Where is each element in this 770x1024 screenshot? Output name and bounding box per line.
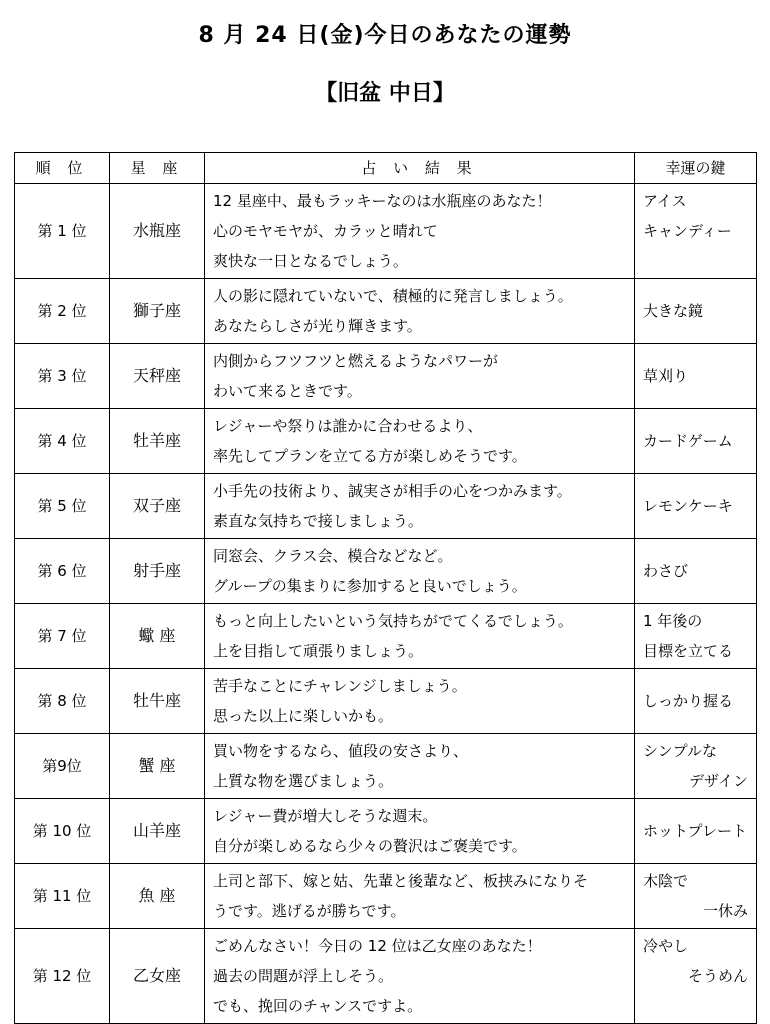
result-line: 過去の問題が浮上しそう。 bbox=[213, 967, 394, 985]
sign-cell: 牡牛座 bbox=[110, 669, 205, 734]
lucky-key-line: 冷やし bbox=[643, 937, 689, 955]
result-cell bbox=[205, 279, 635, 344]
column-header-key: 幸運の鍵 bbox=[635, 153, 757, 184]
sign-cell: 天秤座 bbox=[110, 344, 205, 409]
table-row bbox=[15, 929, 757, 1024]
table-row bbox=[15, 344, 757, 409]
lucky-key-line: レモンケーキ bbox=[643, 497, 733, 515]
result-line: 爽快な一日となるでしょう。 bbox=[213, 252, 408, 270]
lucky-key-line: アイス bbox=[643, 192, 687, 210]
lucky-key-line: そうめん bbox=[687, 967, 748, 985]
lucky-key-line: しっかり握る bbox=[643, 692, 734, 710]
result-line: レジャー費が増大しそうな週末。 bbox=[213, 807, 438, 825]
result-line: うです。逃げるが勝ちです。 bbox=[213, 902, 406, 920]
rank-cell: 第 2 位 bbox=[15, 279, 110, 344]
sign-cell: 牡羊座 bbox=[110, 409, 205, 474]
lucky-key-cell bbox=[635, 929, 757, 1024]
result-line: 小手先の技術より、誠実さが相手の心をつかみます。 bbox=[213, 482, 572, 500]
sign-cell: 双子座 bbox=[110, 474, 205, 539]
sign-cell: 魚 座 bbox=[110, 864, 205, 929]
column-header-sign: 星 座 bbox=[110, 153, 205, 184]
rank-cell: 第 11 位 bbox=[15, 864, 110, 929]
lucky-key-cell bbox=[635, 344, 757, 409]
rank-cell: 第 1 位 bbox=[15, 184, 110, 279]
lucky-key-cell bbox=[635, 474, 757, 539]
lucky-key-line: デザイン bbox=[689, 772, 748, 790]
result-cell bbox=[205, 734, 635, 799]
result-cell bbox=[205, 604, 635, 669]
result-cell bbox=[205, 344, 635, 409]
table-row bbox=[15, 539, 757, 604]
result-line: 上を目指して頑張りましょう。 bbox=[213, 642, 424, 660]
lucky-key-cell bbox=[635, 184, 757, 279]
table-row bbox=[15, 734, 757, 799]
rank-cell: 第 4 位 bbox=[15, 409, 110, 474]
rank-cell: 第 7 位 bbox=[15, 604, 110, 669]
lucky-key-cell bbox=[635, 279, 757, 344]
table-row bbox=[15, 604, 757, 669]
result-line: 素直な気持ちで接しましょう。 bbox=[213, 512, 423, 530]
result-cell bbox=[205, 474, 635, 539]
lucky-key-cell bbox=[635, 604, 757, 669]
rank-cell: 第 8 位 bbox=[15, 669, 110, 734]
lucky-key-line: 大きな鏡 bbox=[643, 302, 704, 320]
fortune-table bbox=[14, 152, 757, 1024]
table-row bbox=[15, 279, 757, 344]
lucky-key-cell bbox=[635, 734, 757, 799]
sign-cell: 蠍 座 bbox=[110, 604, 205, 669]
result-line: 心のモヤモヤが、カラッと晴れて bbox=[213, 222, 438, 240]
table-header-row bbox=[15, 153, 757, 184]
page-subtitle: 【旧盆 中日】 bbox=[315, 81, 455, 106]
result-line: 内側からフツフツと燃えるようなパワーが bbox=[213, 352, 499, 370]
rank-cell: 第 12 位 bbox=[15, 929, 110, 1024]
result-line: 12 星座中、最もラッキーなのは水瓶座のあなた！ bbox=[213, 192, 552, 210]
table-body bbox=[15, 184, 757, 1024]
lucky-key-line: 一休み bbox=[702, 902, 748, 920]
sign-cell: 水瓶座 bbox=[110, 184, 205, 279]
table-row bbox=[15, 799, 757, 864]
rank-cell: 第 10 位 bbox=[15, 799, 110, 864]
result-line: 苦手なことにチャレンジしましょう。 bbox=[213, 677, 467, 695]
column-header-result: 占 い 結 果 bbox=[205, 153, 635, 184]
result-line: もっと向上したいという気持ちがでてくるでしょう。 bbox=[213, 612, 573, 630]
sign-cell: 乙女座 bbox=[110, 929, 205, 1024]
table-row bbox=[15, 409, 757, 474]
lucky-key-cell bbox=[635, 539, 757, 604]
column-header-rank: 順 位 bbox=[15, 153, 110, 184]
lucky-key-line: ホットプレート bbox=[643, 822, 747, 840]
lucky-key-cell bbox=[635, 799, 757, 864]
rank-cell: 第 3 位 bbox=[15, 344, 110, 409]
lucky-key-line: 目標を立てる bbox=[643, 642, 734, 660]
result-line: ごめんなさい！今日の 12 位は乙女座のあなた！ bbox=[213, 937, 542, 955]
lucky-key-cell bbox=[635, 409, 757, 474]
rank-cell: 第 6 位 bbox=[15, 539, 110, 604]
rank-cell: 第9位 bbox=[15, 734, 110, 799]
result-cell bbox=[205, 409, 635, 474]
result-cell bbox=[205, 799, 635, 864]
result-line: レジャーや祭りは誰かに合わせるより、 bbox=[213, 417, 483, 435]
table-row bbox=[15, 184, 757, 279]
result-cell bbox=[205, 539, 635, 604]
result-line: でも、挽回のチャンスですよ。 bbox=[213, 997, 423, 1015]
result-line: グループの集まりに参加すると良いでしょう。 bbox=[213, 577, 527, 595]
lucky-key-line: 1 年後の bbox=[643, 612, 703, 630]
result-line: 上司と部下、嫁と姑、先輩と後輩など、板挟みになりそ bbox=[213, 872, 589, 890]
result-line: 自分が楽しめるなら少々の贅沢はご褒美です。 bbox=[213, 837, 527, 855]
sign-cell: 獅子座 bbox=[110, 279, 205, 344]
lucky-key-cell bbox=[635, 669, 757, 734]
rank-cell: 第 5 位 bbox=[15, 474, 110, 539]
sign-cell: 山羊座 bbox=[110, 799, 205, 864]
table-row bbox=[15, 864, 757, 929]
table-row bbox=[15, 669, 757, 734]
result-line: 人の影に隠れていないで、積極的に発言しましょう。 bbox=[213, 287, 573, 305]
lucky-key-line: 木陰で bbox=[643, 872, 689, 890]
table-row bbox=[15, 474, 757, 539]
result-cell bbox=[205, 929, 635, 1024]
page-title: 8 月 24 日(金)今日のあなたの運勢 bbox=[198, 23, 572, 48]
result-cell bbox=[205, 864, 635, 929]
result-line: 上質な物を選びましょう。 bbox=[213, 772, 394, 790]
lucky-key-line: 草刈り bbox=[643, 367, 689, 385]
sign-cell: 射手座 bbox=[110, 539, 205, 604]
result-line: わいて来るときです。 bbox=[213, 382, 362, 400]
result-line: 率先してプランを立てる方が楽しめそうです。 bbox=[213, 447, 527, 465]
result-cell bbox=[205, 669, 635, 734]
result-line: 同窓会、クラス会、模合などなど。 bbox=[213, 547, 453, 565]
lucky-key-line: キャンディー bbox=[643, 222, 732, 240]
lucky-key-line: シンプルな bbox=[643, 742, 718, 760]
lucky-key-line: カードゲーム bbox=[643, 432, 733, 450]
lucky-key-cell bbox=[635, 864, 757, 929]
result-line: あなたらしさが光り輝きます。 bbox=[213, 317, 422, 335]
result-cell bbox=[205, 184, 635, 279]
result-line: 買い物をするなら、値段の安さより、 bbox=[213, 742, 469, 760]
lucky-key-line: わさび bbox=[643, 562, 689, 580]
sign-cell: 蟹 座 bbox=[110, 734, 205, 799]
result-line: 思った以上に楽しいかも。 bbox=[213, 707, 394, 725]
